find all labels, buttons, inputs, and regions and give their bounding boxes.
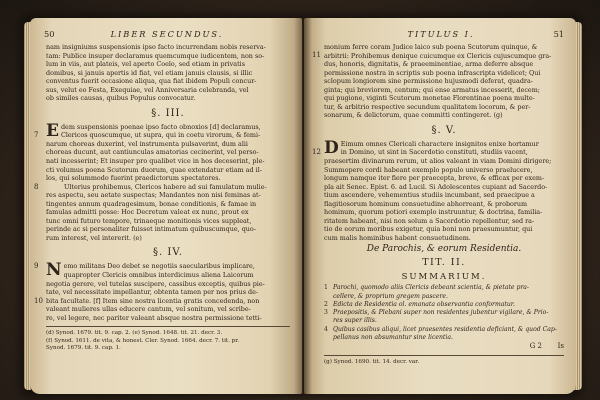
text-line: lum in viis, aut plateis, vel aperto Coelo, sed etiam in privatis	[46, 60, 245, 69]
section-4-paragraph	[34, 260, 290, 322]
catchword: Is	[557, 341, 564, 350]
text-line: los, qui solummodo fuerint praedictorum spectatores.	[46, 174, 221, 183]
text-line: tate, vel necessitate impellantur, obtenta tamen per nos prius de-	[46, 288, 259, 297]
text-line: Clericos quoscumque, ut supra, qui in coetu virorum, & femi-	[60, 131, 261, 140]
summary-item-number: 1	[324, 284, 328, 292]
book-gutter	[294, 18, 312, 394]
summary-item-number: 4	[324, 325, 328, 333]
text-line: hominum, quorum potiori exemplo instruuntur, & doctrina, familia-	[324, 208, 543, 217]
text-line: perinde ac si personaliter fuisset intimatum quibuscumque, quo-	[46, 225, 256, 234]
margin-number: 10	[34, 297, 43, 306]
text-line: narum choreas duxerint, vel instrumenta pulsaverint, dum alii	[46, 139, 248, 148]
summary-item-text: res super illis.	[333, 317, 377, 325]
text-line: in Domino, ut sint in Sacerdotio constituti, studiis vacent,	[340, 148, 528, 157]
left-running-title: LIBER SECUNDUS.	[110, 29, 224, 39]
text-line: Summopere cordi habeant exemplo populo universo praelucere,	[324, 165, 533, 174]
text-line: dus, honoris, dignitatis, & praeeminentiae, arma deferre absque	[324, 60, 534, 69]
text-line: longum namque iter fiere per praecepta, breve, & efficax per exem-	[324, 174, 545, 183]
text-line: tam: Publice insuper declaramus quemcumque iudicentem, non so-	[46, 51, 265, 60]
text-line: quapropter Clericis omnibus interdicimus aliena Laicorum	[63, 271, 254, 280]
text-line: domibus, si januis apertis id fiat, vel etiam januis clausis, si illic	[46, 68, 253, 77]
text-line: flagitiosorum hominum consuetudine abhorreant, & proborum	[324, 199, 528, 208]
text-line: rum interest, vel intererit. (e)	[46, 233, 142, 242]
text-line: choreas ducunt, aut cantiunculas amatorias cecinerint, vel perso-	[46, 148, 259, 157]
text-line: emo militans Deo debet se negotiis saecularibus implicare,	[63, 262, 255, 271]
margin-number: 7	[34, 130, 39, 139]
summary-item-text: cellere, & proprium gregem pascere.	[333, 292, 448, 300]
text-line: ginta; qui breviorem, centum; qui ense armatus incesserit, decem;	[324, 85, 540, 94]
summary-item	[324, 317, 564, 325]
right-footnotes	[324, 359, 564, 366]
margin-number: 8	[34, 182, 39, 191]
text-line: bita facultate. [f] Item sine nostra licentia gratis concedenda, non	[46, 296, 260, 305]
drop-cap: N	[46, 260, 62, 281]
right-page-body	[312, 43, 564, 366]
text-line: Synod. 1679. tit. 9. cap. 1.	[46, 344, 121, 351]
summary-item-text: Parochi, quomodo aliis Clericis debeant scientia, & pietate pra-	[333, 284, 529, 292]
text-line: sclopum longiorem sine permissione hujusmodi deferat, quadra-	[324, 77, 533, 86]
margin-number: 11	[312, 51, 321, 59]
summary-heading: SUMMARIUM.	[401, 272, 487, 283]
text-line: ob similes causas, quibus Populus convocatur.	[46, 94, 196, 103]
left-running-head	[44, 29, 290, 41]
section-5-paragraph	[312, 137, 564, 243]
text-line: tur, & arbitrio respective secundum qualitatem locorum, & per-	[324, 102, 531, 111]
signature-line	[324, 342, 564, 351]
right-running-title: TITULUS I.	[407, 29, 475, 39]
text-line: tingentes annum quadragesimum, bonae conditionis, & famae in	[46, 199, 257, 208]
text-line: sonarum, & delictorum, quae committi contingeret. (g)	[324, 111, 503, 120]
summary-item	[324, 326, 564, 334]
margin-number: 9	[34, 262, 39, 271]
summary-item	[324, 334, 564, 342]
text-line: ritatem habeant, nisi non solum a Sacerdotio repellentur, sed ra-	[324, 216, 535, 225]
right-page-number: 51	[553, 29, 564, 39]
left-footnotes	[46, 330, 290, 352]
text-line: re, vel legere, nec pariter valeant absque nostra permissione tetti-	[46, 313, 262, 322]
signature-mark: G 2	[529, 341, 542, 350]
section-3-heading: §. III.	[151, 107, 185, 119]
footnote-rule	[46, 326, 290, 327]
summary-item-text: Praepositis, & Plebani super non residentes jubentur vigilare, & Prio-	[333, 309, 549, 317]
section-4-heading: §. IV.	[153, 247, 183, 259]
left-page-body	[34, 43, 290, 352]
text-line: negotia gerere, vel tutelas suscipere, cassibus exceptis, quibus pie-	[46, 279, 265, 288]
text-line: famulas admitti posse: Hoc Decretum valeat ex nunc, prout ex	[46, 208, 249, 217]
left-intro-paragraph	[46, 43, 290, 103]
summary-item-number: 2	[324, 300, 328, 308]
text-line: sus, velut eo Festa, Exequiae, vel Anniversaria celebranda, vel	[46, 85, 249, 94]
text-line: (g) Synod. 1690. tit. 14. decr. var.	[324, 358, 420, 365]
summary-item-text: Edicta de Residentia ol. emanata observantia conformatur.	[333, 300, 515, 308]
section-3-paragraph-b	[34, 182, 290, 243]
text-line: cum malis hominibus habent consuetudinem.	[324, 233, 471, 242]
text-line: dem suspensionis poenae ipso facto obnoxios [d] declaramus,	[60, 122, 261, 131]
text-line: praesertim divinarum rerum, ut alios valeant in viam Domini dirigere;	[324, 157, 552, 166]
text-line: monium ferre coram Judice laico sub poena Scutorum quinque, &	[324, 43, 538, 51]
left-page-number: 50	[44, 29, 55, 39]
summary-item-text: pellanus non absumantur sine licentia.	[333, 333, 453, 341]
text-line: Ulterius prohibemus, Clericos habere ad sui famulatum mulie-	[64, 182, 267, 191]
left-page	[30, 18, 302, 394]
text-line: nam insigniums suspensionis ipso facto incurrendam nobis reserva-	[46, 43, 266, 51]
text-line: res aspectu, seu aetate suspectas; Mandantes non nisi feminas at-	[46, 191, 261, 200]
summary-item-text: Quibus casibus aliqui, licet praesentes residentia deficiant, & quod Cap-	[333, 325, 557, 333]
section-5-heading: §. V.	[431, 124, 457, 136]
right-page	[304, 18, 576, 394]
title-heading: TIT. II.	[422, 257, 466, 269]
summary-list	[324, 284, 564, 341]
summary-item	[324, 301, 564, 309]
section-3-paragraph	[34, 120, 290, 183]
footnote-rule	[324, 355, 564, 356]
margin-number: 12	[312, 147, 321, 156]
text-line: tio de eorum moribus exigetur, quia boni non praesumuntur, qui	[324, 225, 533, 234]
text-line: tunc omni futuro tempore, trinaeque monitionis vices suppleat,	[46, 216, 252, 225]
text-line: permissione nostra in scriptis sub poena infrascripta videlicet; Qui	[324, 68, 541, 77]
summary-item-number: 3	[324, 309, 328, 317]
right-running-head	[318, 29, 564, 41]
text-line: valeant mulieres ullas educere cantum, vel sonitum, vel scribe-	[46, 305, 251, 314]
summary-item	[324, 284, 564, 292]
drop-cap: D	[324, 137, 339, 158]
chapter-subtitle: De Parochis, & eorum Residentia.	[366, 244, 522, 255]
text-line: conventus fuerit occasione aliqua, qua fiat ibidem Populi concur-	[46, 77, 257, 86]
right-intro-paragraph	[312, 43, 564, 120]
summary-item	[324, 309, 564, 317]
text-line: nati incesserint; Et insuper pro qualibet vice in hos deceserint, ple-	[46, 157, 265, 166]
text-line: qui pugione, viginti Scutorum monetae Florentinae poena multe-	[324, 94, 535, 103]
text-line: Eimum omnes Clericali charactere insignitos enixe hortamur	[340, 139, 539, 148]
text-line: tium ascendere, vehementius studiis incumbant, sed praecipue a	[324, 191, 535, 200]
summary-item	[324, 293, 564, 301]
text-line: cti volumus poena Scutorum duorum, quae extendatur etiam ad il-	[46, 165, 262, 174]
text-line: arbitrii: Prohibemus denique cuicumque ex Clericis cujuscumque gra-	[324, 51, 552, 60]
drop-cap: E	[46, 120, 59, 141]
text-line: pla ait Senec. Epist. 6. ad Lucil. Si Adolescentes cupiant ad Sacerdo-	[324, 182, 548, 191]
text-line: (d) Synod. 1679. tit. 9. cap. 2. (e) Synod. 1648. tit. 21. decr. 3.	[46, 330, 223, 337]
text-line: (f) Synod. 1611. de vita, & honest. Cler. Synod. 1664. decr. 7. tit. pr.	[46, 337, 240, 344]
